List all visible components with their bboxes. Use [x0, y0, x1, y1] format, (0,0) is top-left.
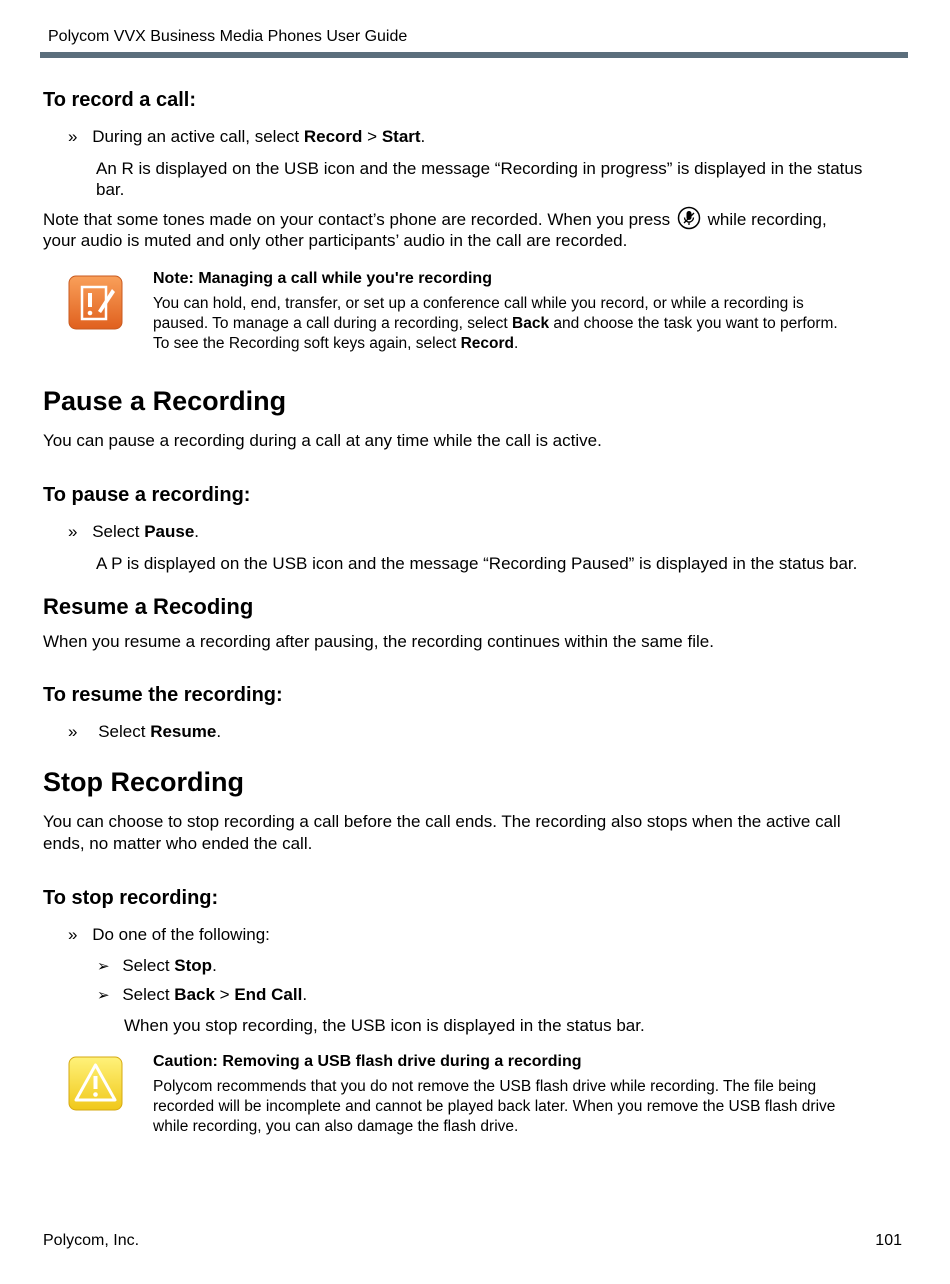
note-line1: You can hold, end, transfer, or set up a conference call while you record, or while a recording is [153, 295, 804, 312]
pause-step: » Select Pause. [68, 522, 200, 541]
stop-title: Stop Recording [43, 767, 244, 797]
stop-intro-line1: You can choose to stop recording a call before the call ends. The recording also stops when the active call [43, 812, 841, 831]
record-result-line1: An R is displayed on the USB icon and the message “Recording in progress” is displayed in the status [96, 159, 863, 178]
caution-icon [68, 1056, 123, 1116]
caution-line2: recorded will be incomplete and cannot be played back later. When you remove the USB flash drive [153, 1098, 836, 1115]
caution-line3: while recording, you can also damage the flash drive. [153, 1118, 519, 1135]
resume-intro: When you resume a recording after pausing, the recording continues within the same file. [43, 632, 714, 651]
bullet-marker: » [68, 925, 78, 944]
arrow-bullet-marker: ➢ [97, 957, 110, 975]
stop-sub1: ➢ Select Stop. [97, 956, 217, 975]
record-note-line1: Note that some tones made on your contact’s phone are recorded. When you press while recording, [43, 206, 827, 236]
arrow-bullet-marker: ➢ [97, 986, 110, 1004]
pause-heading: To pause a recording: [43, 484, 251, 506]
mute-icon [677, 206, 701, 236]
stop-step: » Do one of the following: [68, 925, 270, 944]
caution-title: Caution: Removing a USB flash drive during a recording [153, 1053, 582, 1070]
stop-heading: To stop recording: [43, 887, 219, 909]
stop-intro-line2: ends, no matter who ended the call. [43, 834, 313, 853]
stop-sub2: ➢ Select Back > End Call. [97, 985, 308, 1004]
resume-step: » Select Resume. [68, 722, 222, 741]
bullet-marker: » [68, 127, 78, 146]
resume-heading: To resume the recording: [43, 684, 283, 706]
caution-line1: Polycom recommends that you do not remove the USB flash drive while recording. The file being [153, 1078, 817, 1095]
note-title: Note: Managing a call while you're recording [153, 270, 492, 287]
page-number: 101 [875, 1232, 902, 1249]
note-line3: To see the Recording soft keys again, select Record. [153, 335, 519, 352]
bullet-marker: » [68, 722, 78, 741]
pause-result: A P is displayed on the USB icon and the message “Recording Paused” is displayed in the status bar. [96, 554, 858, 573]
note-icon [68, 275, 123, 335]
footer-company: Polycom, Inc. [43, 1232, 140, 1249]
header-rule [40, 52, 908, 58]
record-step: » During an active call, select Record > Start. [68, 127, 426, 146]
record-note-line2: your audio is muted and only other participants’ audio in the call are recorded. [43, 231, 628, 250]
bullet-marker: » [68, 522, 78, 541]
resume-title: Resume a Recoding [43, 594, 254, 619]
pause-intro: You can pause a recording during a call at any time while the call is active. [43, 431, 602, 450]
page-header-title: Polycom VVX Business Media Phones User Guide [48, 28, 408, 45]
record-heading: To record a call: [43, 89, 197, 111]
note-line2: paused. To manage a call during a recording, select Back and choose the task you want to perform. [153, 315, 838, 332]
stop-result: When you stop recording, the USB icon is displayed in the status bar. [124, 1016, 645, 1035]
pause-title: Pause a Recording [43, 386, 287, 416]
record-result-line2: bar. [96, 180, 125, 199]
